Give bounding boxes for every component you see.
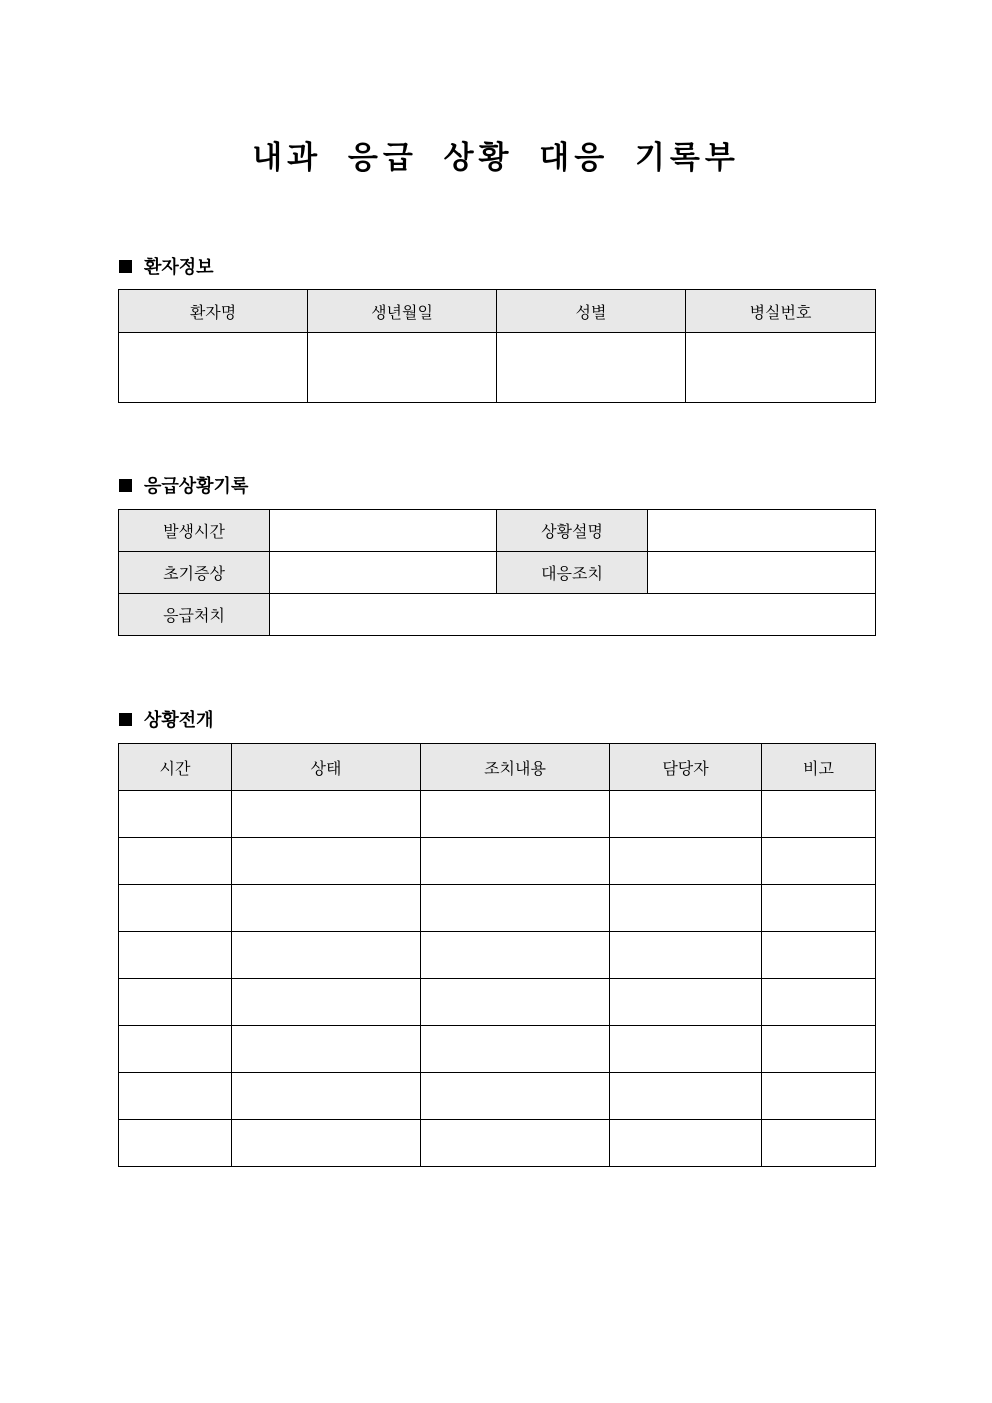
progress-heading-label: 상황전개 — [144, 710, 214, 731]
description-label: 상황설명 — [497, 510, 648, 552]
initial-symptoms-label: 초기증상 — [119, 552, 270, 594]
document-title: 내과 응급 상황 대응 기록부 — [252, 140, 740, 176]
square-bullet-icon — [119, 479, 132, 492]
staff-cell[interactable] — [610, 885, 762, 932]
remarks-cell[interactable] — [762, 1026, 876, 1073]
staff-cell[interactable] — [610, 791, 762, 838]
status-cell[interactable] — [232, 979, 421, 1026]
time-cell[interactable] — [119, 791, 232, 838]
emergency-record-heading — [119, 472, 248, 498]
status-cell[interactable] — [232, 838, 421, 885]
time-cell[interactable] — [119, 885, 232, 932]
patient-name-header: 환자명 — [119, 290, 308, 333]
status-cell[interactable] — [232, 791, 421, 838]
room-number-header: 병실번호 — [686, 290, 876, 333]
time-cell[interactable] — [119, 932, 232, 979]
action-header: 조치내용 — [421, 744, 610, 791]
staff-cell[interactable] — [610, 1026, 762, 1073]
action-cell[interactable] — [421, 885, 610, 932]
table-row — [119, 1120, 876, 1167]
patient-name-field[interactable] — [119, 333, 308, 403]
action-cell[interactable] — [421, 932, 610, 979]
emergency-record-heading-label: 응급상황기록 — [144, 476, 249, 497]
action-cell[interactable] — [421, 791, 610, 838]
square-bullet-icon — [119, 713, 132, 726]
remarks-cell[interactable] — [762, 838, 876, 885]
status-header: 상태 — [232, 744, 421, 791]
status-cell[interactable] — [232, 1026, 421, 1073]
remarks-cell[interactable] — [762, 791, 876, 838]
action-cell[interactable] — [421, 979, 610, 1026]
staff-cell[interactable] — [610, 838, 762, 885]
initial-symptoms-field[interactable] — [270, 552, 497, 594]
time-header: 시간 — [119, 744, 232, 791]
progress-heading — [119, 706, 214, 732]
first-aid-label: 응급처치 — [119, 594, 270, 636]
staff-header: 담당자 — [610, 744, 762, 791]
patient-info-heading — [119, 253, 214, 279]
staff-cell[interactable] — [610, 979, 762, 1026]
table-row — [119, 885, 876, 932]
table-row — [119, 932, 876, 979]
remarks-cell[interactable] — [762, 932, 876, 979]
status-cell[interactable] — [232, 1073, 421, 1120]
remarks-cell[interactable] — [762, 1120, 876, 1167]
remarks-cell[interactable] — [762, 885, 876, 932]
progress-table — [118, 743, 876, 1167]
response-label: 대응조치 — [497, 552, 648, 594]
table-row — [119, 1073, 876, 1120]
status-cell[interactable] — [232, 932, 421, 979]
table-row — [119, 791, 876, 838]
remarks-cell[interactable] — [762, 979, 876, 1026]
status-cell[interactable] — [232, 885, 421, 932]
patient-info-table — [118, 289, 876, 403]
birthdate-header: 생년월일 — [308, 290, 497, 333]
first-aid-field[interactable] — [270, 594, 876, 636]
staff-cell[interactable] — [610, 1120, 762, 1167]
staff-cell[interactable] — [610, 932, 762, 979]
emergency-record-table — [118, 509, 876, 636]
staff-cell[interactable] — [610, 1073, 762, 1120]
room-number-field[interactable] — [686, 333, 876, 403]
table-row — [119, 838, 876, 885]
table-row — [119, 979, 876, 1026]
table-row — [119, 1026, 876, 1073]
gender-header: 성별 — [497, 290, 686, 333]
action-cell[interactable] — [421, 1026, 610, 1073]
description-field[interactable] — [648, 510, 876, 552]
response-field[interactable] — [648, 552, 876, 594]
action-cell[interactable] — [421, 838, 610, 885]
action-cell[interactable] — [421, 1073, 610, 1120]
remarks-header: 비고 — [762, 744, 876, 791]
action-cell[interactable] — [421, 1120, 610, 1167]
remarks-cell[interactable] — [762, 1073, 876, 1120]
time-cell[interactable] — [119, 979, 232, 1026]
patient-info-heading-label: 환자정보 — [144, 257, 214, 278]
time-cell[interactable] — [119, 1073, 232, 1120]
time-cell[interactable] — [119, 1120, 232, 1167]
gender-field[interactable] — [497, 333, 686, 403]
status-cell[interactable] — [232, 1120, 421, 1167]
onset-time-field[interactable] — [270, 510, 497, 552]
time-cell[interactable] — [119, 838, 232, 885]
square-bullet-icon — [119, 260, 132, 273]
onset-time-label: 발생시간 — [119, 510, 270, 552]
time-cell[interactable] — [119, 1026, 232, 1073]
birthdate-field[interactable] — [308, 333, 497, 403]
